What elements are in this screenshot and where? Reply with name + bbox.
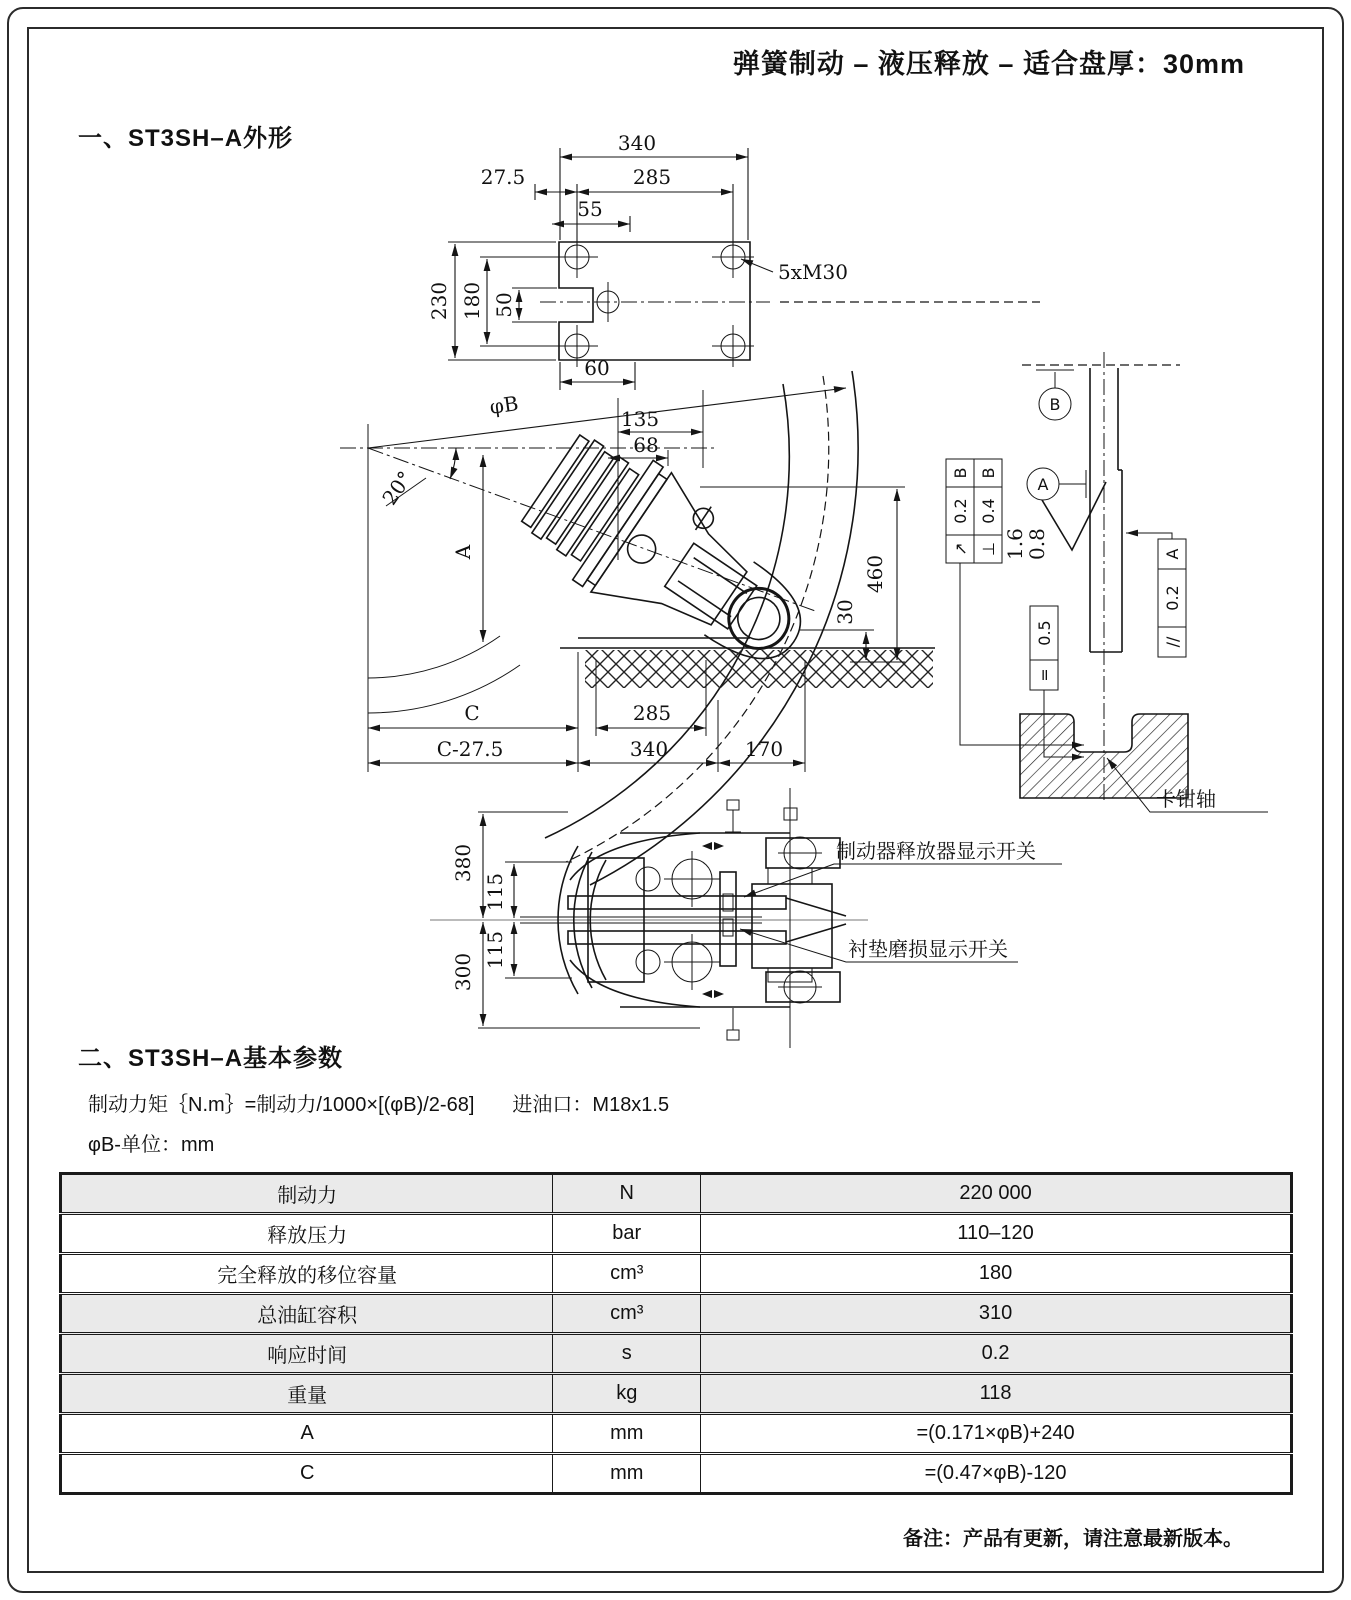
param-cell: 完全释放的移位容量 — [61, 1254, 553, 1294]
dim-label: 380 — [451, 843, 475, 883]
thread-label: 5xM30 — [778, 260, 848, 284]
dim-label: φB — [488, 391, 520, 419]
release-switch-label: 制动器释放器显示开关 — [836, 841, 1036, 863]
page-title: 弹簧制动 – 液压释放 – 适合盘厚：30mm — [732, 49, 1245, 79]
dim-label: A — [451, 544, 475, 560]
table-row — [61, 1374, 1292, 1414]
dim-label: 170 — [744, 737, 784, 761]
table-row — [61, 1454, 1292, 1494]
roughness-value: 0.8 — [1025, 528, 1049, 560]
shaft-detail — [946, 352, 1268, 812]
torque-formula-line — [88, 1088, 669, 1117]
value-cell: =(0.171×φB)+240 — [701, 1414, 1292, 1454]
table-row — [61, 1214, 1292, 1254]
value-cell: 310 — [701, 1294, 1292, 1334]
dim-label: 115 — [483, 930, 507, 970]
value-cell: 118 — [701, 1374, 1292, 1414]
table-row — [61, 1294, 1292, 1334]
dim-label: 115 — [483, 872, 507, 912]
datum-b-label: B — [1049, 395, 1061, 414]
dim-label: 27.5 — [480, 165, 526, 189]
unit-cell: mm — [553, 1414, 701, 1454]
table-row — [61, 1174, 1292, 1214]
dim-label: 180 — [460, 281, 484, 321]
param-cell: 重量 — [61, 1374, 553, 1414]
parallelism-symbol: // — [1163, 636, 1182, 648]
dim-label: 50 — [492, 292, 516, 318]
param-cell: A — [61, 1414, 553, 1454]
dim-label: 55 — [577, 197, 603, 221]
dim-label: 285 — [632, 165, 672, 189]
bottom-view — [430, 788, 1062, 1048]
dim-label: 340 — [617, 131, 657, 155]
parameter-table — [59, 1172, 1293, 1495]
value-cell: 180 — [701, 1254, 1292, 1294]
value-cell: 220 000 — [701, 1174, 1292, 1214]
side-view — [340, 371, 935, 885]
dim-label: 68 — [633, 433, 659, 457]
footer-note: 备注：产品有更新，请注意最新版本。 — [903, 1528, 1243, 1550]
dim-label: 230 — [427, 281, 451, 321]
param-cell: C — [61, 1454, 553, 1494]
dim-label: 285 — [632, 701, 672, 725]
unit-cell: s — [553, 1334, 701, 1374]
dim-label: 135 — [620, 407, 660, 431]
unit-cell: cm³ — [553, 1294, 701, 1334]
dim-label: C — [464, 701, 480, 725]
unit-cell: bar — [553, 1214, 701, 1254]
unit-note: φB-单位：mm — [88, 1134, 215, 1156]
wear-switch-label: 衬垫磨损显示开关 — [848, 939, 1008, 961]
parallelism-datum: A — [1163, 548, 1182, 560]
caliper-shaft-label: 卡钳轴 — [1156, 789, 1216, 811]
section2-heading: 二、ST3SH–A基本参数 — [78, 1045, 344, 1072]
unit-cell: mm — [553, 1454, 701, 1494]
torque-formula: 制动力矩｛N.m｝=制动力/1000×[(φB)/2-68] — [88, 1094, 475, 1116]
dim-label: 300 — [451, 952, 475, 992]
dim-label: 460 — [863, 554, 887, 594]
dim-label: C-27.5 — [436, 737, 504, 761]
dim-label: 30 — [833, 599, 857, 625]
param-cell: 总油缸容积 — [61, 1294, 553, 1334]
table-row — [61, 1254, 1292, 1294]
symmetry-value: 0.5 — [1035, 620, 1054, 646]
value-cell: 110–120 — [701, 1214, 1292, 1254]
parallelism-value: 0.2 — [1163, 585, 1182, 611]
perpendicularity-value: 0.4 — [979, 498, 998, 524]
runout-datum: B — [951, 467, 970, 479]
dim-label: 20° — [377, 466, 418, 510]
roughness-value: 1.6 — [1003, 528, 1027, 560]
table-row — [61, 1334, 1292, 1374]
value-cell: =(0.47×φB)-120 — [701, 1454, 1292, 1494]
perpendicularity-symbol: ⊥ — [979, 542, 998, 556]
runout-value: 0.2 — [951, 498, 970, 524]
oil-port-spec: 进油口：M18x1.5 — [512, 1094, 670, 1116]
runout-symbol: ↗ — [951, 542, 970, 556]
dim-label: 60 — [584, 356, 610, 380]
param-cell: 响应时间 — [61, 1334, 553, 1374]
param-cell: 制动力 — [61, 1174, 553, 1214]
table-row — [61, 1414, 1292, 1454]
symmetry-symbol: = — [1035, 668, 1054, 682]
value-cell: 0.2 — [701, 1334, 1292, 1374]
unit-cell: N — [553, 1174, 701, 1214]
param-cell: 释放压力 — [61, 1214, 553, 1254]
dim-label: 340 — [629, 737, 669, 761]
unit-cell: kg — [553, 1374, 701, 1414]
datum-a-label: A — [1037, 475, 1049, 494]
unit-cell: cm³ — [553, 1254, 701, 1294]
perpendicularity-datum: B — [979, 467, 998, 479]
section1-heading: 一、ST3SH–A外形 — [78, 125, 294, 152]
top-view — [427, 131, 1040, 390]
